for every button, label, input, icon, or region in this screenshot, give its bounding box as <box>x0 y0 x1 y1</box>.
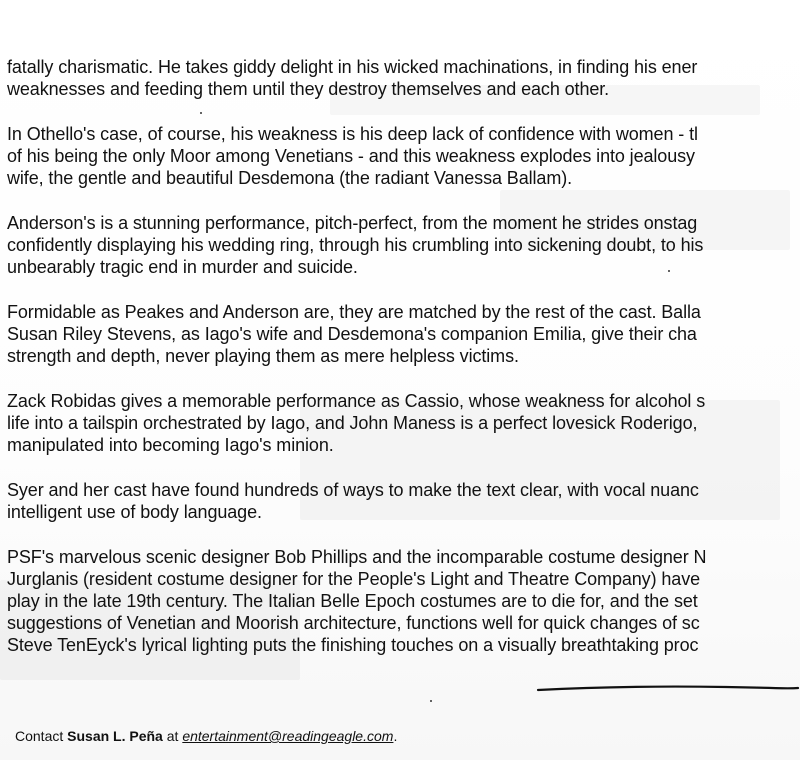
text-line: unbearably tragic end in murder and suicide. <box>7 257 358 277</box>
paragraph-1 <box>7 56 800 100</box>
text-line: Susan Riley Stevens, as Iago's wife and Desdemona's companion Emilia, give their cha <box>7 324 697 344</box>
text-line: Zack Robidas gives a memorable performance as Cassio, whose weakness for alcohol s <box>7 391 706 411</box>
contact-at: at <box>162 728 183 744</box>
paragraph-2 <box>7 123 800 189</box>
author-name: Susan L. Peña <box>67 728 163 744</box>
handwritten-underline <box>536 683 800 695</box>
text-line: life into a tailspin orchestrated by Iago, and John Maness is a perfect lovesick Roderigo, <box>7 413 698 433</box>
paragraph-5 <box>7 390 800 456</box>
paragraph-6 <box>7 479 800 523</box>
text-line: confidently displaying his wedding ring, through his crumbling into sickening doubt, to his <box>7 235 704 255</box>
text-line: Syer and her cast have found hundreds of ways to make the text clear, with vocal nuanc <box>7 480 699 500</box>
text-line: suggestions of Venetian and Moorish architecture, functions well for quick changes of sc <box>7 613 700 633</box>
article-body <box>7 56 800 679</box>
contact-prefix: Contact <box>15 728 68 744</box>
scan-speck <box>430 700 432 702</box>
text-line: wife, the gentle and beautiful Desdemona (the radiant Vanessa Ballam). <box>7 168 573 188</box>
paragraph-3 <box>7 212 800 278</box>
paragraph-4 <box>7 301 800 367</box>
text-line: Formidable as Peakes and Anderson are, they are matched by the rest of the cast. Balla <box>7 302 701 322</box>
text-line: of his being the only Moor among Venetians - and this weakness explodes into jealousy <box>7 146 695 166</box>
contact-suffix: . <box>393 728 398 744</box>
text-line: Jurglanis (resident costume designer for the People's Light and Theatre Company) have <box>7 569 700 589</box>
text-line: weaknesses and feeding them until they destroy themselves and each other. <box>7 79 610 99</box>
text-line: Steve TenEyck's lyrical lighting puts the finishing touches on a visually breathtaking proc <box>7 635 699 655</box>
text-line: PSF's marvelous scenic designer Bob Phillips and the incomparable costume designer N <box>7 547 707 567</box>
email-link[interactable]: entertainment@readingeagle.com <box>182 728 394 744</box>
text-line: fatally charismatic. He takes giddy delight in his wicked machinations, in finding his ener <box>7 57 698 77</box>
text-line: play in the late 19th century. The Italian Belle Epoch costumes are to die for, and the set <box>7 591 698 611</box>
text-line: In Othello's case, of course, his weakness is his deep lack of confidence with women - tl <box>7 124 698 144</box>
text-line: intelligent use of body language. <box>7 502 262 522</box>
text-line: manipulated into becoming Iago's minion. <box>7 435 334 455</box>
paragraph-7 <box>7 546 800 656</box>
text-line: Anderson's is a stunning performance, pitch-perfect, from the moment he strides onstag <box>7 213 698 233</box>
text-line: strength and depth, never playing them as mere helpless victims. <box>7 346 519 366</box>
contact-line <box>15 728 397 744</box>
